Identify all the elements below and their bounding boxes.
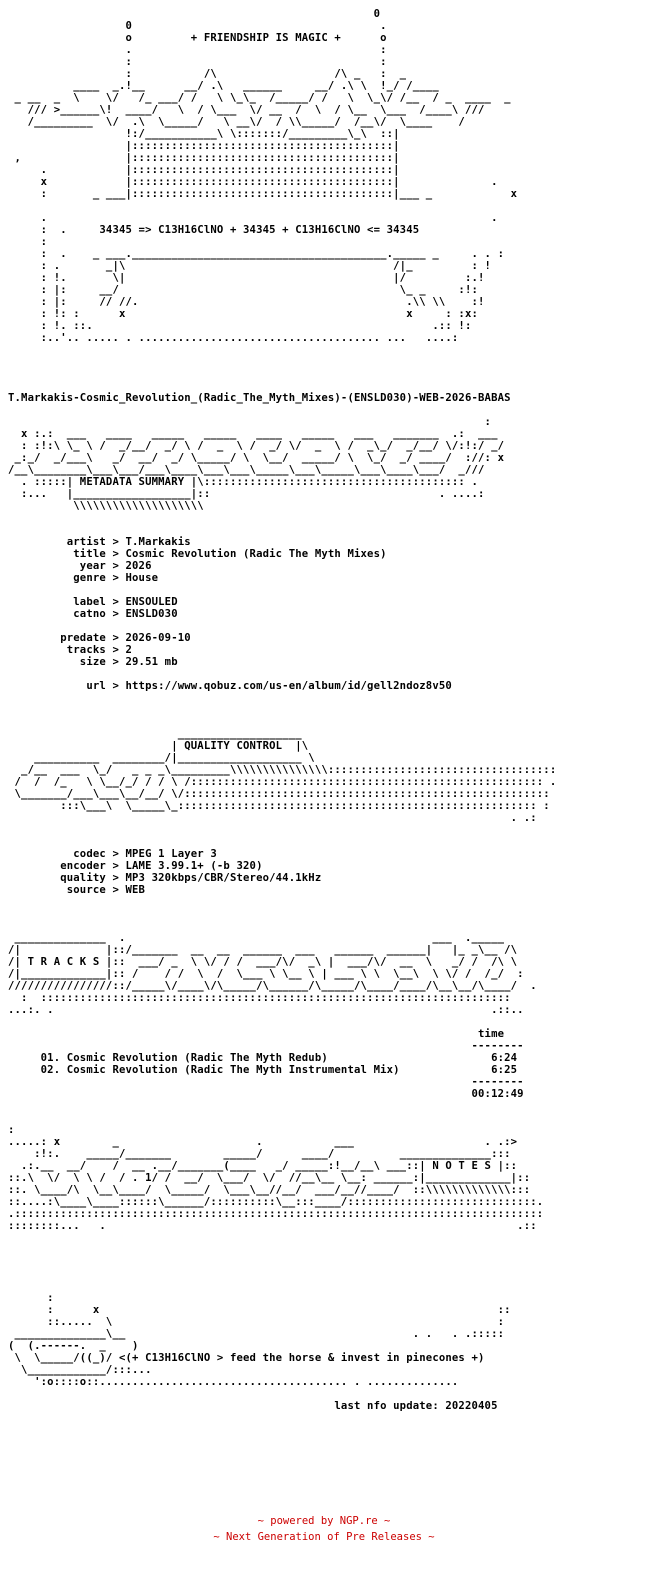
powered-by-link[interactable]: ~ powered by NGP.re ~ <box>257 1515 391 1527</box>
ngp-tagline-link[interactable]: ~ Next Generation of Pre Releases ~ <box>213 1531 435 1543</box>
nfo-ascii-document: 0 0 . o + FRIENDSHIP IS MAGIC + o . : : : : /\ /\ _ : _ ____ _.!__ __/ .\ ______ __/ .\ \ !_/ /____ _ __ _ \ \/ /_ ___/ / \ \_\_ /_____/ / \ \_\/ /__ / _ ____ _ /// >______\! ____/ \ / \___ \/ __ / \ / \__ \___ /____\ /// /_________ \/ .\ \_____/ \ __\/ / \\_____/ /__\/ \____ / !:/___________\ \:::::::/_________\_\ ::| |::::::::::::::::::::::::::::::::::::::::| , |::::::::::::::::::::::::::::::::::::::::| . |::::::::::::::::::::::::::::::::::::::::| x |::::::::::::::::::::::::::::::::::::::::| . : _ ___|::::::::::::::::::::::::::::::::::::::::|___ _ x . . : . 34345 => C13H16ClNO + 34345 + C13H16ClNO <= 34345 : : . _ ___._______________________________________._____ _ . . : : . _|\ /|_ : ! : !. \| |/ :.! : |: __/ \_ _ :!: : |: // //. .\\ \\ :! : !: : x x : :x: : !. ::. .:: !: :..'.. ..... . ..................................... ... ....: T.Markakis-Cosmic_Revolution_(Radic_The_Myth_Mixes)-(ENSLD030)-WEB-2026-BABAS : x :.: ___ ____ _____ _____ ____ _____ ___ _______ .: ___ : :!:\ \_ \ / _/__/ _/ \ / _ \ / _/ \/ _ \ / _\_/ _/__/ \/:!:/ _/ _:_/ _/___\ _/ __/ _/ \_____/ \ \__/ _____/ \ \_/ _/ ____/ ://: x /__\________\___\___/___\____\___\___\_____\___\_____\___\____\___/ _/// . :::::| METADATA SUMMARY |\:::::::::::::::::::::::::::::::::::::::: . :... |__________________|:: . ....: \\\\\\\\\\\\\\\\\\\\ artist > T.Markakis title > Cosmic Revolution (Radic The Myth Mixes) year > 2026 genre > House label > ENSOULED catno > ENSLD030 predate > 2026-09-10 tracks > 2 size > 29.51 mb url > https://www.qobuz.com/us-en/album/id/gell2ndoz8v50 ___________________ | QUALITY CONTROL |\ __________ ________/|___________________ \ _/__ ___ \_/ _ _ _\_________\\\\\\\\\\\\\\\::::::::::::::::::::::::::::::::::: / / /_ \ \__/_/ / / \ /:::::::::::::::::::::::::::::::::::::::::::::::::::::: . \_______/___\___\__/__/ \/:::::::::::::::::::::::::::::::::::::::::::::::::::::::: :::\___\ \_____\_::::::::::::::::::::::::::::::::::::::::::::::::::::::: : . .: codec > MPEG 1 Layer 3 encoder > LAME 3.99.1+ (-b 320) quality > MP3 320kbps/CBR/Stereo/44.1kHz source > WEB ______________ . ___ ._____ /| |::/_______ __ __ ______ ___ ______ ______| |_ _\__ /\ /| T R A C K S |:: ___/ _ \ \/ / / ___/\/ _\ | ___/\/ __ \ _/ / /\ \ /|_____________|:: / / / \ / \___ \ \__ \ | ___ \ \ \__\ \ \/ / /_/ : ////////////////::/_____\/____\/\_____/\______/\_____/\____/____/\__\__/\____/ . : :::::::::::::::::::::::::::::::::::::::::::::::::::::::::::::::::::::::: ...:. . .::.. time -------- 01. Cosmic Revolution (Radic The Myth Redub) 6:24 02. Cosmic Revolution (Radic The Myth Instrumental Mix) 6:25 -------- 00:12:49 : .....: x _ . ___ . .:> :!:. _____/_______ _____/ ____/ ______________::: .:.__ __/ / __ .__/_______(____ _/ _____:!__/__\ ___::| N O T E S |:: ::.\ \/ \ \ / / . 1/ / __/ \___/ \/ //__\__ \__: ______:|_____________|:: ::. \____/\ \__\____/ \_____/ \___\__//__/ ___/__//____/ ::\\\\\\\\\\\\\::: ::....:\____\____::::::\______/::::::::::\__:::____/:::::::::::::::::::::::::::::. .::::::::::::::::::::::::::::::::::::::::::::::::::::::::::::::::::::::::::::::::: ::::::::... . .:: : : x :: ::..... \ : ______________\__ . . . .::::: ( (.------. _ ) \ \_____/((_)/ <(+ C13H16ClNO > feed the horse & invest in pinecones +) \____________/:::... ':o::::o::...................................... . .............. last nfo update: 20220405 <box>8 8 557 1412</box>
